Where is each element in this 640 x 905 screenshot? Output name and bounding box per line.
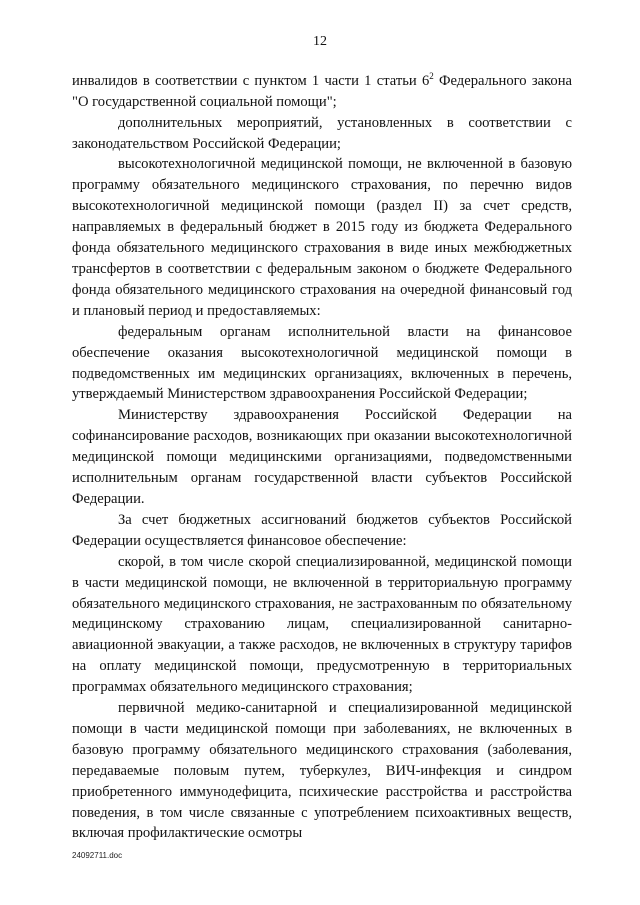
paragraph-8: первичной медико-санитарной и специализированной медицинской помощи в части медицинской помощи при заболеваниях, не включенных в базовую программу обязательного медицинского страхования (заболевания, передаваемые половым путем, туберкулез, ВИЧ-инфекция и синдром приобретенного иммунодефицита, психические расстройства и расстройства поведения, в том числе связанные с употреблением психоактивных веществ, включая профилактические осмотры — [72, 700, 572, 842]
page-number: 12 — [313, 34, 327, 49]
footer-filename: 24092711.doc — [72, 851, 123, 860]
paragraph-2: дополнительных мероприятий, установленных в соответствии с законодательством Российской Федерации; — [72, 114, 572, 152]
paragraph-1 — [72, 66, 572, 113]
superscript: 2 — [429, 71, 434, 81]
paragraph-text: Федерального закона "О государственной социальной помощи"; — [72, 72, 572, 110]
document-body — [72, 66, 572, 844]
paragraph-7: скорой, в том числе скорой специализированной, медицинской помощи в части медицинской помощи, не включенной в территориальную программу обязательного медицинского страхования, не застрахованным по обязательному медицинскому страхованию лицам, специализированной санитарно-авиационной эвакуации, а также расходов, не включенных в структуру тарифов на оплату медицинской помощи, предусмотренную в территориальных программах обязательного медицинского страхования; — [72, 553, 572, 696]
paragraph-6: За счет бюджетных ассигнований бюджетов субъектов Российской Федерации осуществляется финансовое обеспечение: — [72, 511, 572, 549]
paragraph-text: инвалидов в соответствии с пунктом 1 части 1 статьи 6 — [72, 72, 430, 89]
paragraph-4: федеральным органам исполнительной власти на финансовое обеспечение оказания высокотехнологичной медицинской помощи в подведомственных им медицинских организациях, включенных в перечень, утверждаемый Министерством здравоохранения Российской Федерации; — [72, 323, 572, 403]
paragraph-5: Министерству здравоохранения Российской Федерации на софинансирование расходов, возникающих при оказании высокотехнологичной медицинской помощи медицинскими организациями, подведомственными исполнительным органам государственной власти субъектов Российской Федерации. — [72, 407, 572, 507]
paragraph-3: высокотехнологичной медицинской помощи, не включенной в базовую программу обязательного медицинского страхования, по перечню видов высокотехнологичной медицинской помощи (раздел II) за счет средств, направляемых в федеральный бюджет в 2015 году из бюджета Федерального фонда обязательного медицинского страхования в виде иных межбюджетных трансфертов в соответствии с федеральным законом о бюджете Федерального фонда обязательного медицинского страхования на очередной финансовый год и плановый период и предоставляемых: — [72, 156, 572, 319]
